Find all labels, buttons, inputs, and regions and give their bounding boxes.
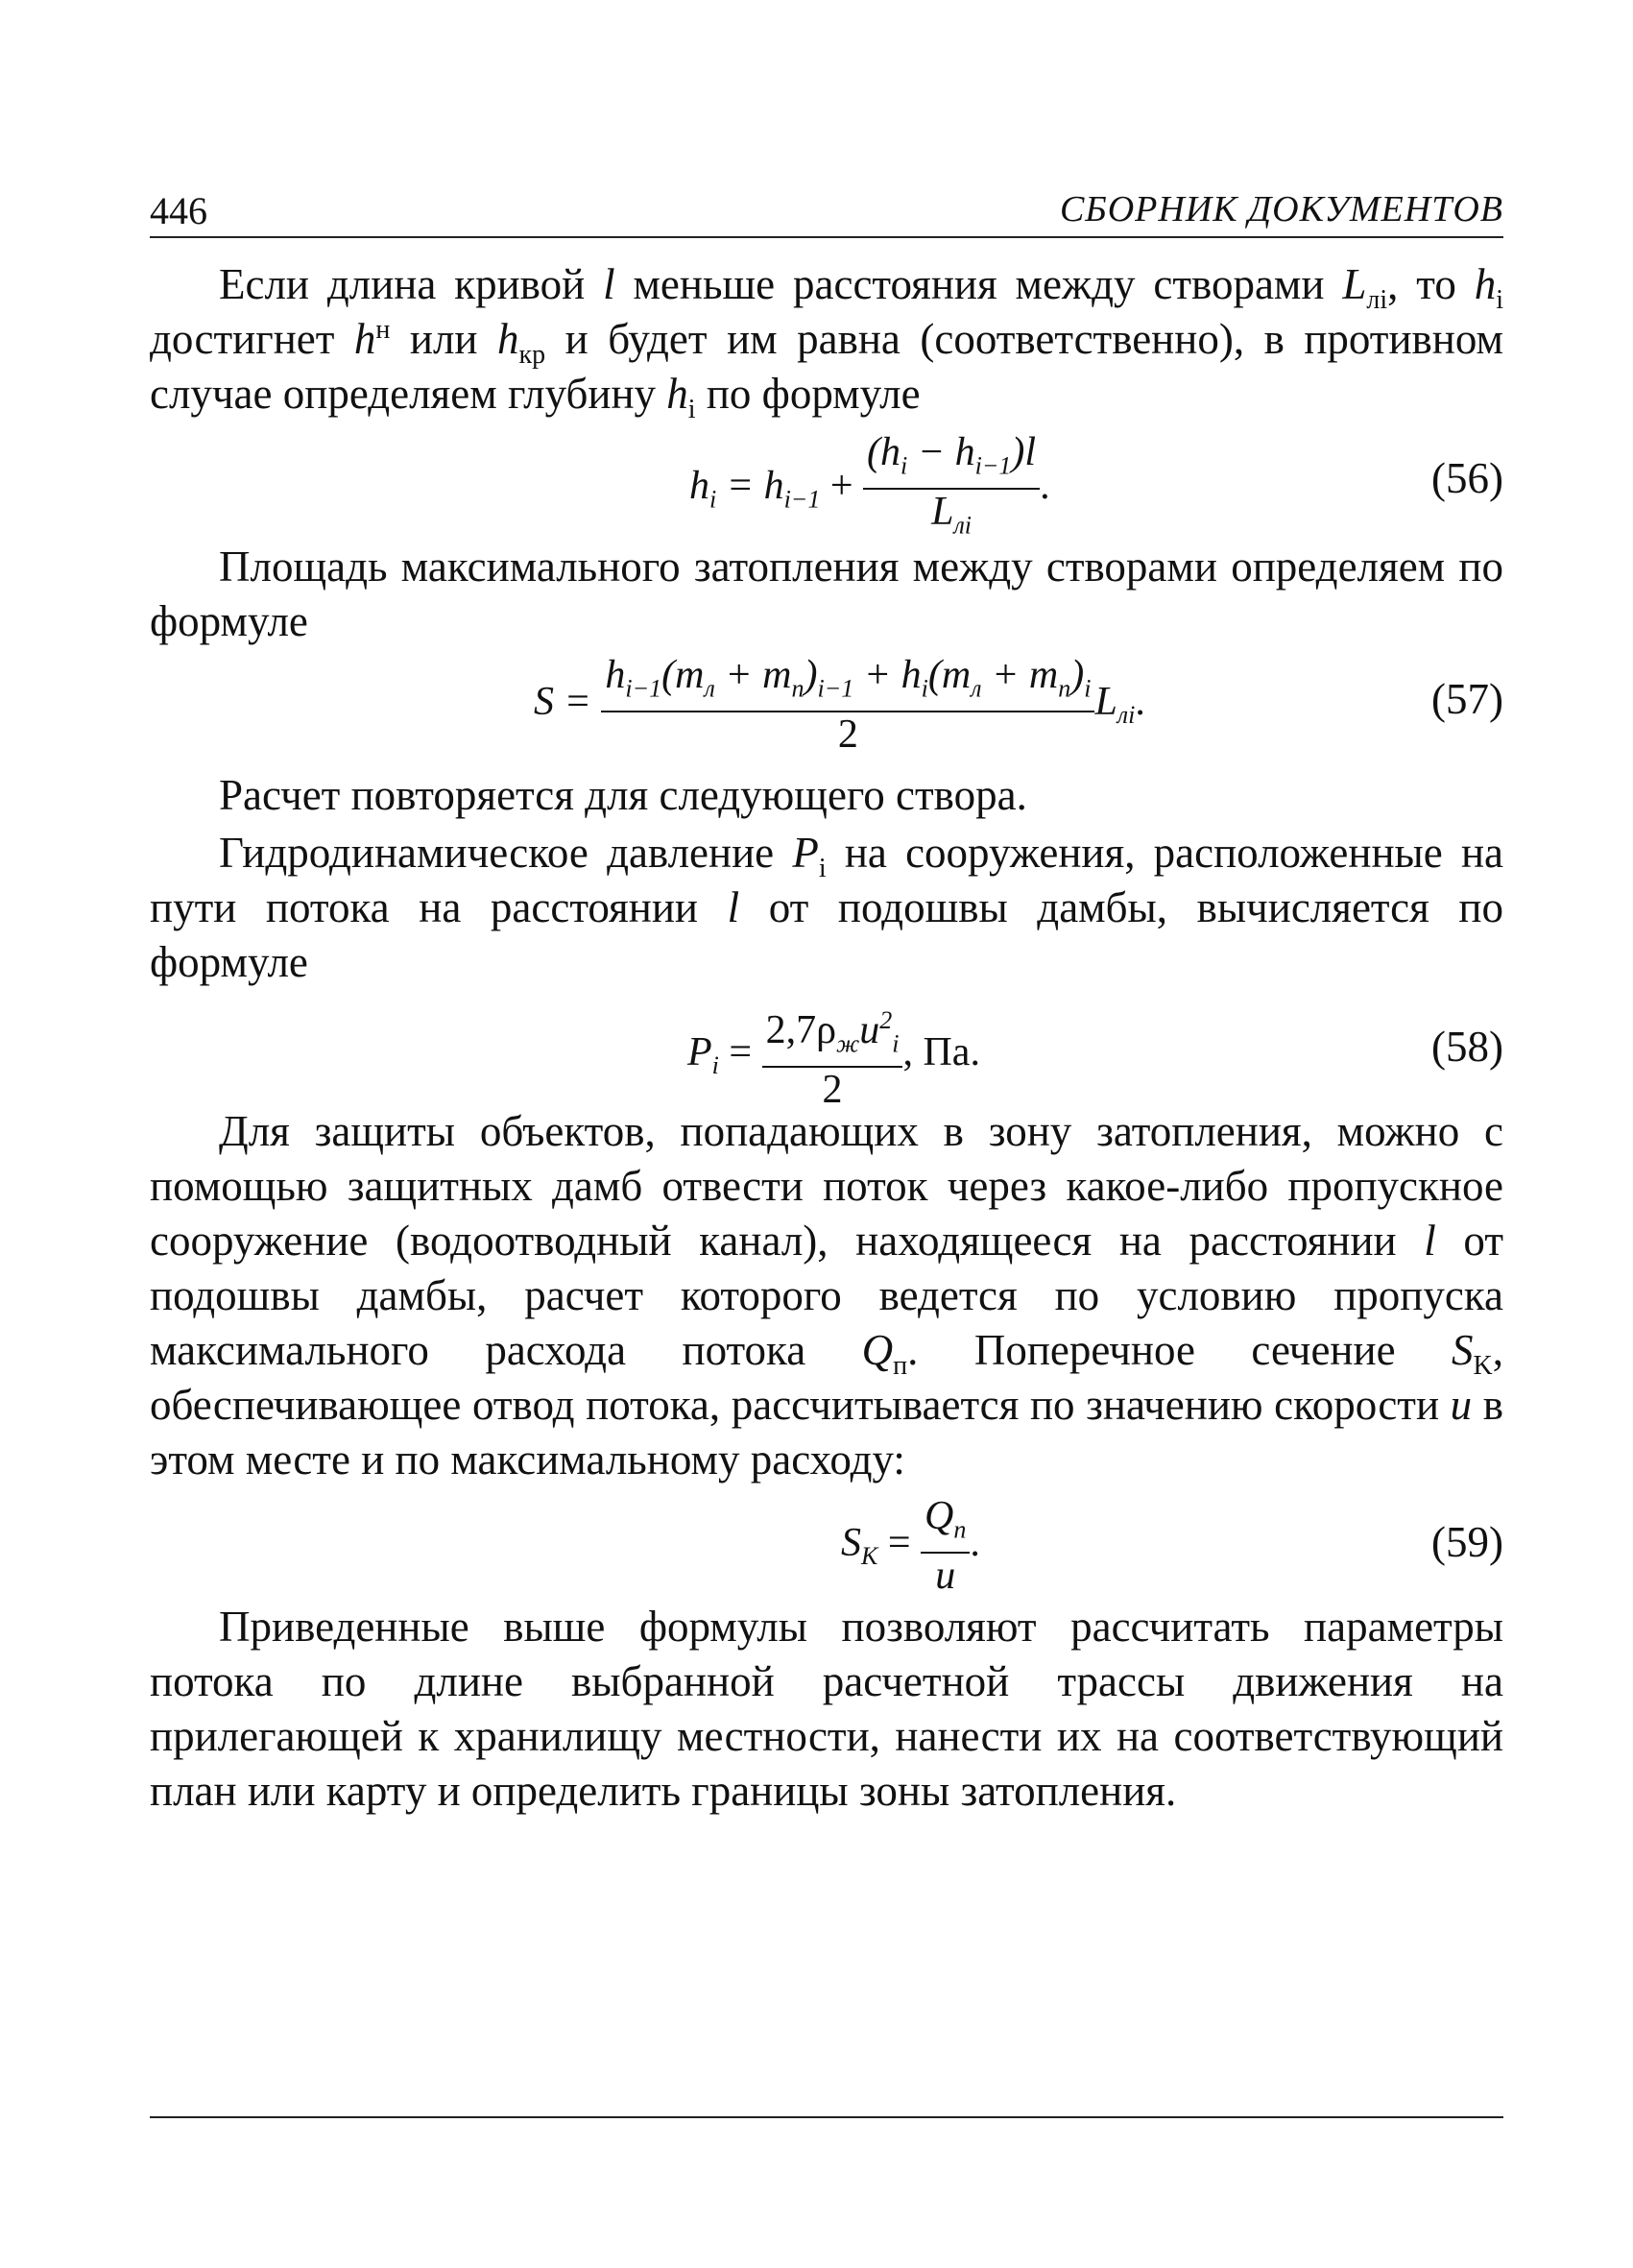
page-header bbox=[150, 181, 1503, 238]
equation-number: (59) bbox=[1431, 1518, 1503, 1566]
equation-56: $h_i = h_{i-1}$ + $\frac{(h_i - h_{i-1})l}{L_{лi}}$ . (56) bbox=[689, 430, 1503, 540]
equation-number: (58) bbox=[1431, 1023, 1503, 1071]
paragraph-6: Приведенные выше формулы позволяют рассчитать параметры потока по длине выбранной расчетной трассы движения на прилегающей к хранилищу местности, нанести их на соответствующий план или карту и определить границы зоны затопления. bbox=[150, 1603, 1503, 1815]
paragraph-5: Для защиты объектов, попадающих в зону затопления, можно с помощью защитных дамб отвести поток через какое-либо пропускное сооружение (водоотводный канал), находящееся на расстоянии l от подошвы дамбы, расчет которого ведется по условию пропуска максимального расхода потока $Q_п$. Поперечное сечение $S_K$, обеспечивающее отвод потока, рассчитывается по значению скорости u в этом месте и по максимальному расходу: bbox=[150, 1107, 1504, 1484]
footer-rule bbox=[150, 2116, 1503, 2118]
equation-number: (56) bbox=[1431, 454, 1503, 502]
equation-57: S = $\frac{h_{i-1}(m_л + m_п)_{i-1} + h_i(m_л + m_п)_i}{2}$ $L_{лi}$. (57) bbox=[534, 653, 1503, 758]
paragraph-3: Расчет повторяется для следующего створа. bbox=[219, 771, 1027, 819]
equation-number: (57) bbox=[1431, 675, 1503, 723]
page-number: 446 bbox=[150, 189, 207, 232]
paragraph-4: Гидродинамическое давление $P_i$ на сооружения, расположенные на пути потока на расстоянии l от подошвы дамбы, вычисляется по формуле bbox=[150, 829, 1504, 986]
header-rule bbox=[150, 236, 1503, 238]
paragraph-2: Площадь максимального затопления между створами определяем по формуле bbox=[150, 543, 1503, 645]
running-title: СБОРНИК ДОКУМЕНТОВ bbox=[1059, 189, 1503, 229]
equation-59: $S_K$ = $\frac{Q_п}{u}$ . (59) bbox=[841, 1494, 1503, 1599]
equation-58: $P_i$ = $\frac{2,7\rho_жu^2_i}{2}$ , Па. (58) bbox=[150, 999, 1503, 1104]
paragraph-1: Если длина кривой l меньше расстояния между створами $L_{лi}$, то $h_i$ достигнет $h^н$ или $h_{кр}$ и будет им равна (соответственно), в противном случае определяем глубину $h_i$ по формуле bbox=[150, 260, 1503, 424]
